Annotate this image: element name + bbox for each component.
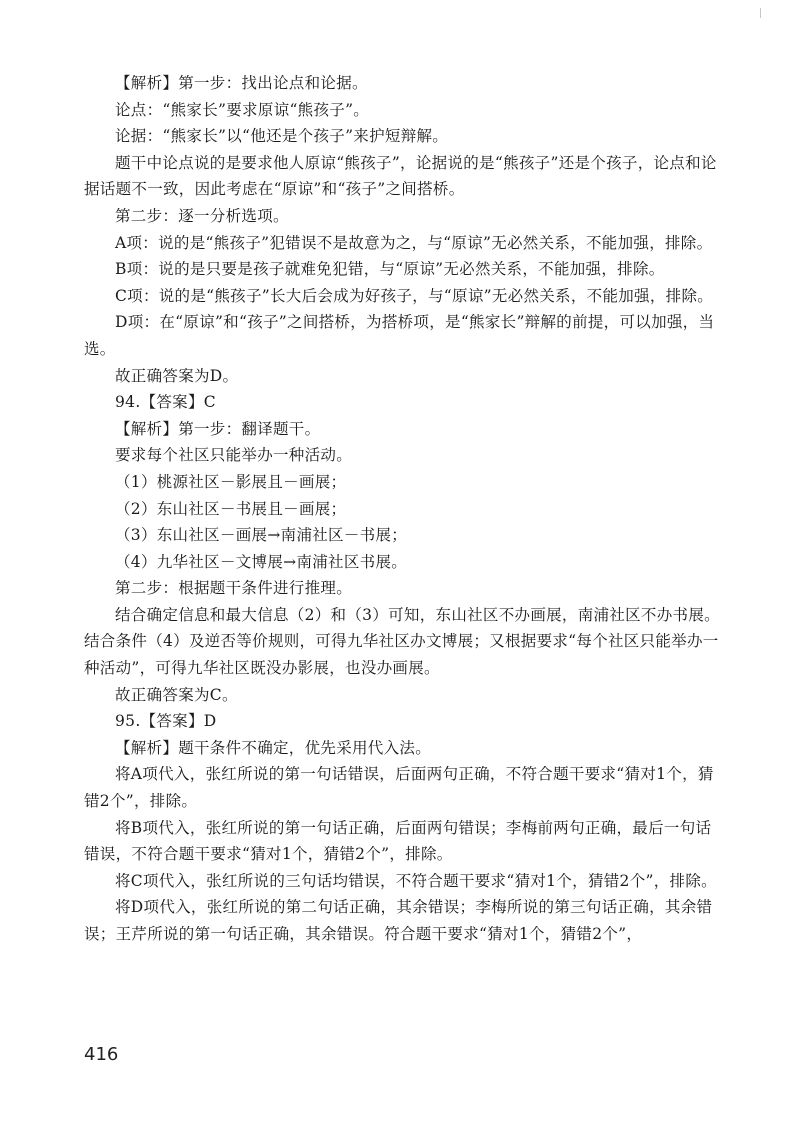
option-d: D项：在“原谅”和“孩子”之间搭桥，为搭桥项，是“熊家长”辩解的前提，可以加强，当选。 [84, 313, 715, 358]
question-95-option-d: 将D项代入，张红所说的第二句话正确，其余错误；李梅所说的第三句话正确，其余错误；王芹所说的第一句话正确，其余错误。符合题干要求“猜对1个，猜错2个”， [84, 898, 713, 943]
scan-mark [760, 8, 761, 18]
page-number: 416 [84, 1044, 119, 1065]
question-94-requirement: 要求每个社区只能举办一种活动。 [115, 446, 353, 465]
argument-claim: 论点：“熊家长”要求原谅“熊孩子”。 [115, 100, 370, 119]
question-95-option-b: 将B项代入，张红所说的第一句话正确，后面两句错误；李梅前两句正确，最后一句话错误，不符合题干要求“猜对1个，猜错2个”，排除。 [84, 818, 712, 864]
question-94-reasoning: 结合确定信息和最大信息（2）和（3）可知，东山社区不办画展，南浦社区不办书展。结合条件（4）及逆否等价规则，可得九华社区办文博展；又根据要求“每个社区只能举办一种活动”，可得九华社区既没办影展，也没办画展。 [84, 605, 720, 678]
question-94-conclusion: 故正确答案为C。 [115, 685, 238, 704]
condition-3: （3）东山社区－画展→南浦社区－书展； [115, 526, 408, 545]
question-95-answer: 95.【答案】D [115, 712, 217, 731]
answer-conclusion: 故正确答案为D。 [115, 366, 239, 385]
analysis-step-2: 第二步：逐一分析选项。 [115, 206, 289, 225]
condition-1: （1）桃源社区－影展且－画展； [115, 472, 347, 491]
condition-2: （2）东山社区－书展且－画展； [115, 499, 347, 518]
question-95-option-a: 将A项代入，张红所说的第一句话错误，后面两句正确，不符合题干要求“猜对1个，猜错2个”，排除。 [84, 765, 714, 811]
option-c: C项：说的是“熊孩子”长大后会成为好孩子，与“原谅”无必然关系，不能加强，排除。 [115, 286, 714, 305]
analysis-paragraph: 题干中论点说的是要求他人原谅“熊孩子”，论据说的是“熊孩子”还是个孩子，论点和论据话题不一致，因此考虑在“原谅”和“孩子”之间搭桥。 [84, 153, 717, 199]
question-95-analysis: 【解析】题干条件不确定，优先采用代入法。 [115, 738, 432, 757]
argument-evidence: 论据：“熊家长”以“他还是个孩子”来护短辩解。 [115, 127, 449, 146]
condition-4: （4）九华社区－文博展→南浦社区书展。 [115, 552, 408, 571]
question-95-option-c: 将C项代入，张红所说的三句话均错误，不符合题干要求“猜对1个，猜错2个”，排除。 [115, 871, 717, 890]
question-94-answer: 94.【答案】C [115, 393, 216, 412]
question-94-step-2: 第二步：根据题干条件进行推理。 [115, 579, 353, 598]
option-b: B项：说的是只要是孩子就难免犯错，与“原谅”无必然关系，不能加强，排除。 [115, 260, 665, 279]
option-a: A项：说的是“熊孩子”犯错误不是故意为之，与“原谅”无必然关系，不能加强，排除。 [115, 233, 713, 252]
analysis-step-1: 【解析】第一步：找出论点和论据。 [115, 74, 368, 92]
page-body [84, 70, 724, 948]
question-94-step-1: 【解析】第一步：翻译题干。 [115, 419, 321, 438]
